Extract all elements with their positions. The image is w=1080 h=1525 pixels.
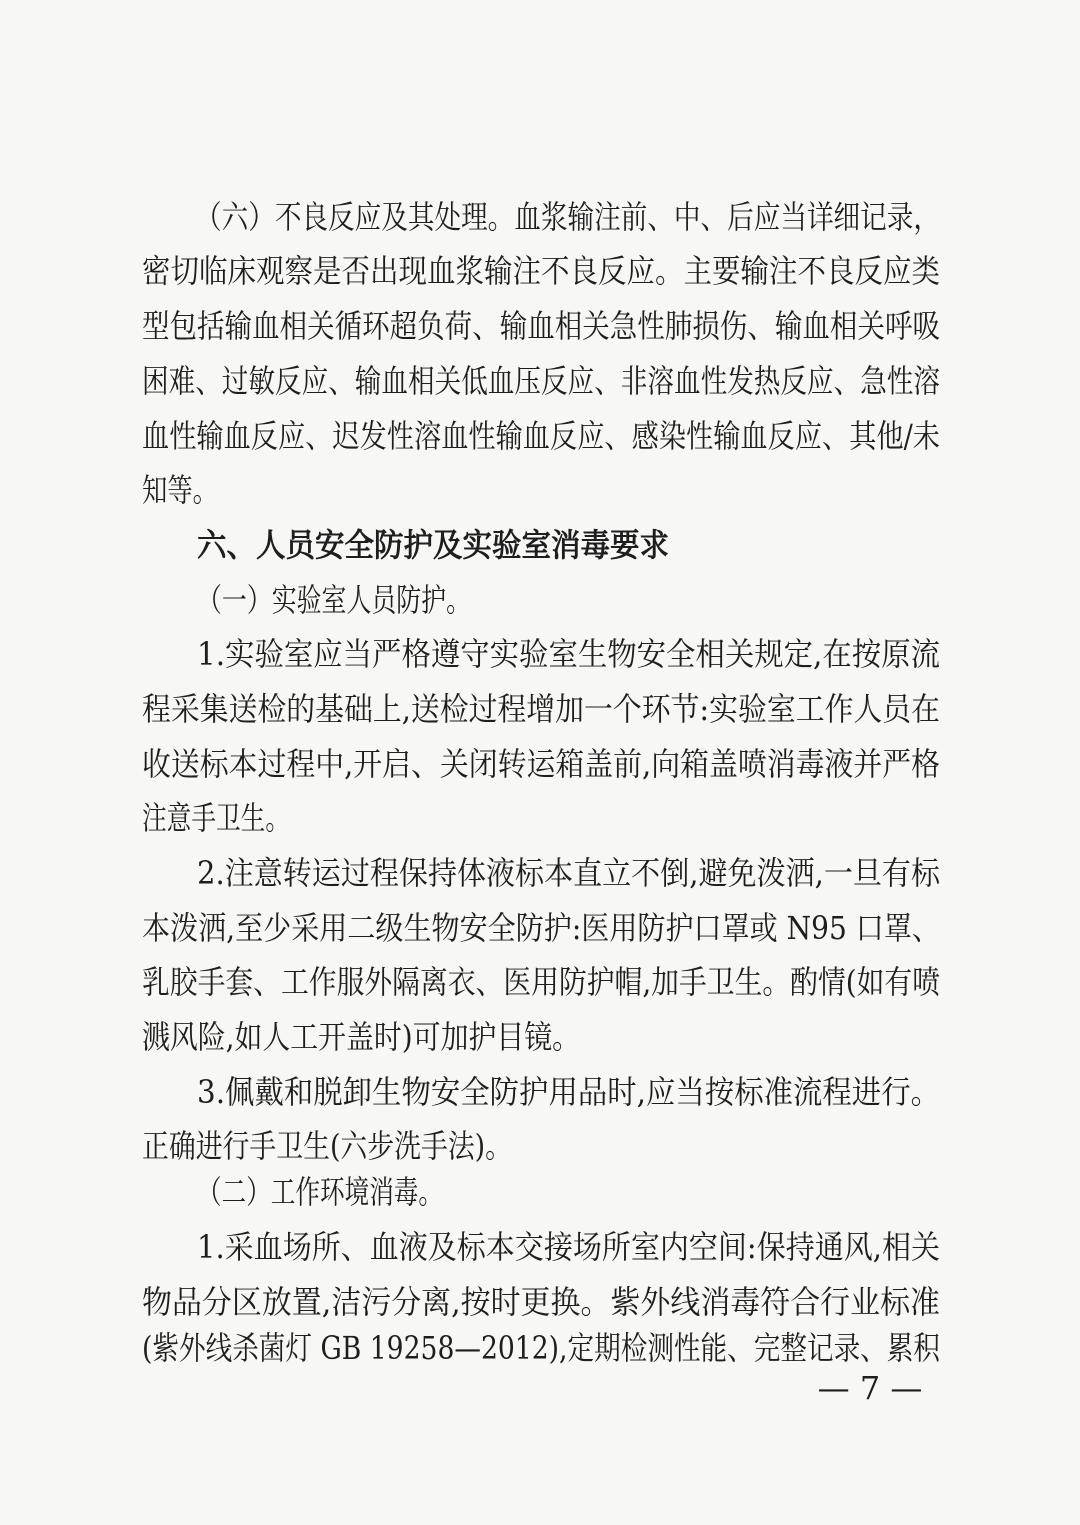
text: 溅风险,如人工开盖时)可加护目镜。 <box>142 1018 580 1056</box>
paragraph-line-10 <box>0 790 1080 846</box>
section-heading-6 <box>0 517 1080 573</box>
paragraph-line-2 <box>0 243 1080 299</box>
heading-text: （二）工作环境消毒。 <box>197 1173 443 1211</box>
paragraph-line-14 <box>0 1009 1080 1065</box>
text: 1.采血场所、血液及标本交接场所室内空间:保持通风,相关 <box>197 1228 940 1266</box>
paragraph-line-4 <box>0 353 1080 409</box>
text: 注意手卫生。 <box>142 799 290 837</box>
text: 本泼洒,至少采用二级生物安全防护:医用防护口罩或 N95 口罩、 <box>142 909 940 947</box>
heading-text: （一）实验室人员防护。 <box>197 581 471 619</box>
text: 收送标本过程中,开启、关闭转运箱盖前,向箱盖喷消毒液并严格 <box>142 745 940 783</box>
paragraph-line-6 <box>0 462 1080 518</box>
text: 1.实验室应当严格遵守实验室生物安全相关规定,在按原流 <box>197 635 940 673</box>
text: 3.佩戴和脱卸生物安全防护用品时,应当按标准流程进行。 <box>197 1073 940 1111</box>
paragraph-line-9 <box>0 736 1080 792</box>
text: 知等。 <box>142 471 218 509</box>
text: （六）不良反应及其处理。血浆输注前、中、后应当详细记录， <box>195 198 940 236</box>
text: 密切临床观察是否出现血浆输注不良反应。主要输注不良反应类 <box>142 252 940 290</box>
paragraph-line-8 <box>0 681 1080 737</box>
text: 血性输血反应、迟发性溶血性输血反应、感染性输血反应、其他/未 <box>142 417 940 455</box>
text: 2.注意转运过程保持体液标本直立不倒,避免泼洒,一旦有标 <box>197 854 940 892</box>
paragraph-line-15 <box>0 1064 1080 1120</box>
text: 困难、过敏反应、输血相关低血压反应、非溶血性发热反应、急性溶 <box>142 362 940 400</box>
heading-text: 六、人员安全防护及实验室消毒要求 <box>197 526 669 564</box>
page-number: — 7 — <box>817 1369 923 1407</box>
text: (紫外线杀菌灯 GB 19258—2012),定期检测性能、完整记录、累积 <box>142 1329 940 1367</box>
paragraph-line-3 <box>0 298 1080 354</box>
paragraph-line-5 <box>0 408 1080 464</box>
paragraph-line-11 <box>0 845 1080 901</box>
paragraph-line-1 <box>0 189 1080 245</box>
text: 型包括输血相关循环超负荷、输血相关急性肺损伤、输血相关呼吸 <box>142 307 940 345</box>
paragraph-line-17 <box>0 1219 1080 1275</box>
paragraph-line-13 <box>0 954 1080 1010</box>
text: 正确进行手卫生(六步洗手法)。 <box>142 1127 512 1165</box>
text: 程采集送检的基础上,送检过程增加一个环节:实验室工作人员在 <box>142 690 940 728</box>
text: 乳胶手套、工作服外隔离衣、医用防护帽,加手卫生。酌情(如有喷 <box>142 963 940 1001</box>
text: 物品分区放置,洁污分离,按时更换。紫外线消毒符合行业标准 <box>142 1283 940 1321</box>
subsection-heading-2 <box>0 1164 1080 1220</box>
subsection-heading-1 <box>0 572 1080 628</box>
paragraph-line-12 <box>0 900 1080 956</box>
paragraph-line-7 <box>0 626 1080 682</box>
